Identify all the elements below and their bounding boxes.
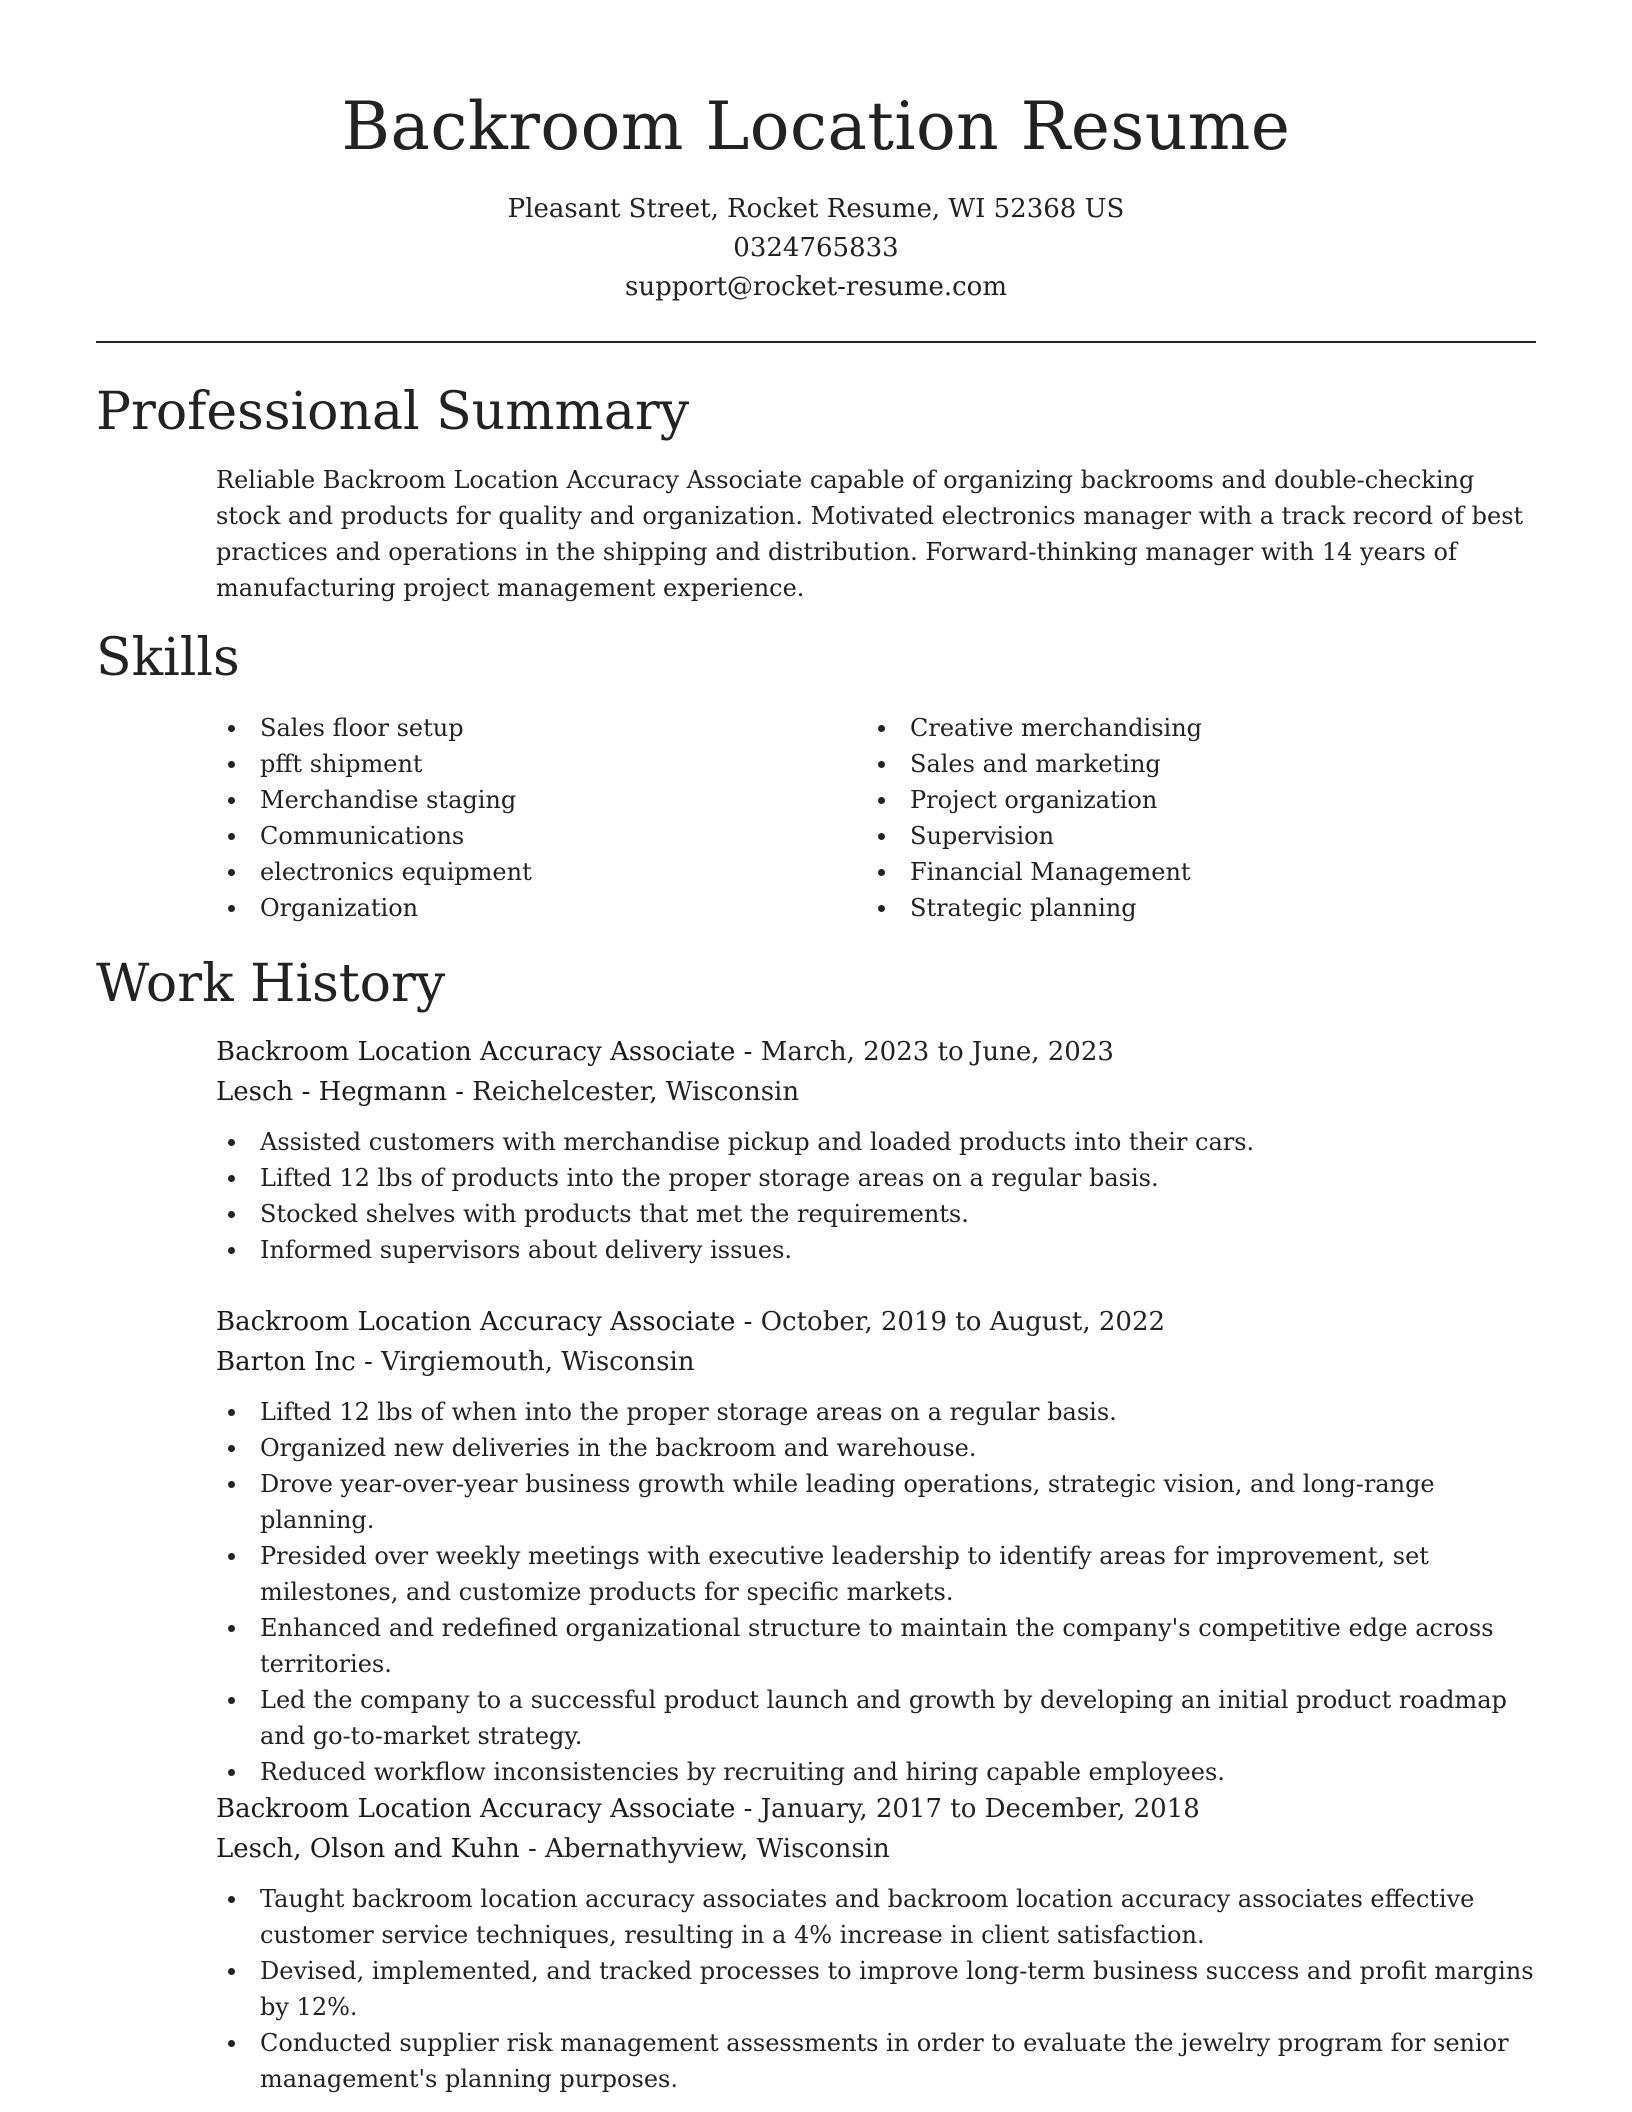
job-bullet: Presided over weekly meetings with executive leadership to identify areas for improvement, set milestones, and customize products for specific markets. [216,1538,1536,1610]
job-bullet: Taught backroom location accuracy associates and backroom location accuracy associates effective customer service techniques, resulting in a 4% increase in client satisfaction. [216,1881,1536,1953]
job-company-line [216,1342,1536,1382]
job-title: Backroom Location Accuracy Associate [216,1037,736,1067]
job-dates: January, 2017 to December, 2018 [760,1794,1200,1824]
job-bullet: Reduced workflow inconsistencies by recruiting and hiring capable employees. [216,1754,1536,1790]
job-bullet: Enhanced and redefined organizational structure to maintain the company's competitive edge across territories. [216,1610,1536,1682]
skill-item: Organization [216,890,866,926]
job-dates: March, 2023 to June, 2023 [760,1037,1114,1067]
job-bullet: Organized new deliveries in the backroom and warehouse. [216,1430,1536,1466]
skill-item: Project organization [866,782,1516,818]
separator: - [735,1037,761,1067]
job-bullet: Led the company to a successful product launch and growth by developing an initial product roadmap and go-to-market strategy. [216,1682,1536,1754]
separator: - [735,1307,761,1337]
job-dates: October, 2019 to August, 2022 [760,1307,1166,1337]
separator: - [446,1077,473,1107]
job-bullet: Lifted 12 lbs of products into the proper storage areas on a regular basis. [216,1160,1536,1196]
contact-info [0,190,1632,307]
company-name: Lesch - Hegmann [216,1077,447,1107]
job-title: Backroom Location Accuracy Associate [216,1794,736,1824]
separator: - [735,1794,761,1824]
skills-column-right [866,710,1516,926]
phone-text: 0324765833 [733,233,899,263]
skill-item: Supervision [866,818,1516,854]
separator: - [355,1347,382,1377]
job-header [216,1032,1536,1072]
company-name: Lesch, Olson and Kuhn [216,1834,520,1864]
header-divider [96,341,1536,343]
skill-item: pfft shipment [216,746,866,782]
job-bullet: Assisted customers with merchandise pickup and loaded products into their cars. [216,1124,1536,1160]
skill-item: Strategic planning [866,890,1516,926]
skill-item: Sales floor setup [216,710,866,746]
skills-list [216,710,1536,926]
summary-heading: Professional Summary [96,382,690,442]
job-bullet: Stocked shelves with products that met the requirements. [216,1196,1536,1232]
job-company-line [216,1829,1536,1869]
page-title: Backroom Location Resume [341,88,1291,165]
job-bullet: Conducted supplier risk management assessments in order to evaluate the jewelry program for senior management's planning purposes. [216,2025,1536,2097]
summary-text: Reliable Backroom Location Accuracy Associate capable of organizing backrooms and double-checking stock and products for quality and organization. Motivated electronics manager with a track record of best practices and operations in the shipping and distribution. Forward-thinking manager with 14 years of manufacturing project management experience. [216,466,1524,602]
email-text: support@rocket-resume.com [624,272,1007,302]
job-entry [216,1302,1536,1790]
skill-item: Creative merchandising [866,710,1516,746]
job-entry [216,1032,1536,1268]
job-bullet: Lifted 12 lbs of when into the proper storage areas on a regular basis. [216,1394,1536,1430]
job-bullets [216,1124,1536,1268]
job-bullet: Devised, implemented, and tracked processes to improve long-term business success and profit margins by 12%. [216,1953,1536,2025]
skill-item: Merchandise staging [216,782,866,818]
skill-item: Sales and marketing [866,746,1516,782]
skill-item: Financial Management [866,854,1516,890]
address-text: Pleasant Street, Rocket Resume, WI 52368 US [507,194,1125,224]
job-bullet: Informed supervisors about delivery issues. [216,1232,1536,1268]
skill-item: Communications [216,818,866,854]
job-header [216,1789,1536,1829]
job-location: Reichelcester, Wisconsin [472,1077,800,1107]
job-location: Virgiemouth, Wisconsin [381,1347,695,1377]
skills-heading: Skills [96,628,240,688]
company-name: Barton Inc [216,1347,356,1377]
job-bullets [216,1394,1536,1790]
job-bullets [216,1881,1536,2097]
job-entry [216,1789,1536,2097]
skill-item: electronics equipment [216,854,866,890]
skills-column-left [216,710,866,926]
job-header [216,1302,1536,1342]
work-history-heading: Work History [96,954,446,1014]
job-bullet: Drove year-over-year business growth while leading operations, strategic vision, and long-range planning. [216,1466,1536,1538]
resume-header [0,0,1632,307]
job-company-line [216,1072,1536,1112]
job-title: Backroom Location Accuracy Associate [216,1307,736,1337]
job-location: Abernathyview, Wisconsin [545,1834,890,1864]
separator: - [519,1834,546,1864]
